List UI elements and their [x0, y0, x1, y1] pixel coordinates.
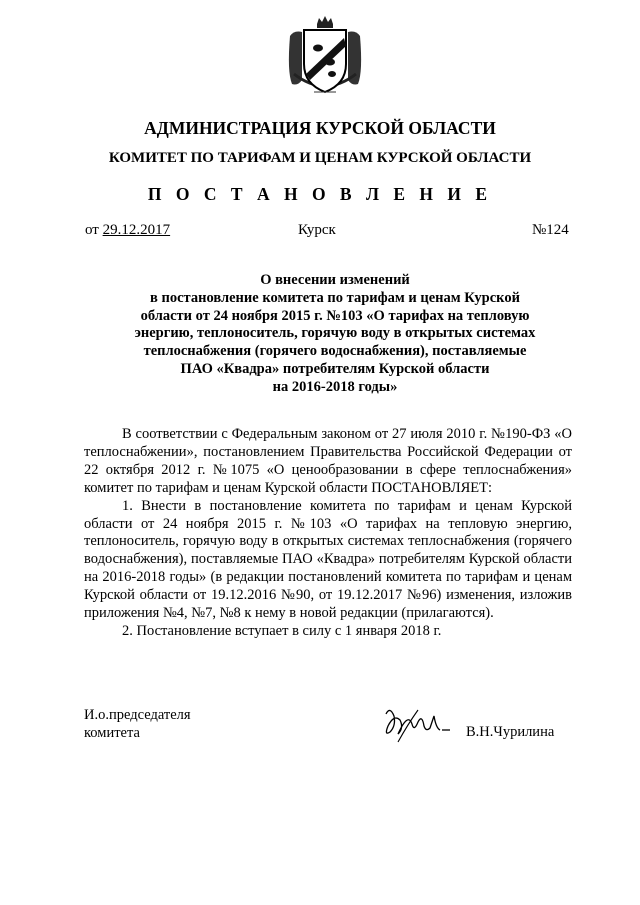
subject-line: области от 24 ноября 2015 г. №103 «О тарифах на тепловую	[140, 307, 530, 324]
clause-1-paragraph: 1. Внести в постановление комитета по тарифам и ценам Курской области от 24 ноября 2015 г. №103 «О тарифах на тепловую энергию, теплоноситель, горячую воду в открытых системах теплоснабжения (горячего водоснабжения), поставляемые ПАО «Квадра» потребителям Курской области на 2016-2018 годы» (в редакции постановлений комитета по тарифам и ценам Курской области от 19.12.2016 №90, от 19.12.2017 №96) изменения, изложив приложения №4, №7, №8 к нему в новой редакции (прилагаются).	[84, 497, 572, 622]
subject-line: ПАО «Квадра» потребителям Курской области	[180, 360, 490, 377]
document-number: №124	[532, 222, 569, 238]
handwritten-signature-icon	[378, 702, 458, 746]
signatory-name: В.Н.Чурилина	[466, 724, 555, 740]
document-type: П О С Т А Н О В Л Е Н И Е	[147, 184, 493, 204]
date-prefix: от	[85, 222, 103, 238]
document-body	[84, 426, 572, 641]
committee-title: КОМИТЕТ ПО ТАРИФАМ И ЦЕНАМ КУРСКОЙ ОБЛАСТИ	[108, 150, 532, 166]
position-line: комитета	[84, 725, 140, 741]
city: Курск	[298, 222, 336, 238]
organization-title: АДМИНИСТРАЦИЯ КУРСКОЙ ОБЛАСТИ	[144, 118, 496, 138]
position-line: И.о.председателя	[84, 707, 191, 723]
subject-line: в постановление комитета по тарифам и ценам Курской	[150, 289, 520, 306]
document-subject	[120, 272, 550, 397]
document-date: 29.12.2017	[102, 222, 171, 238]
preamble-paragraph: В соответствии с Федеральным законом от 27 июля 2010 г. №190-ФЗ «О теплоснабжении», постановлением Правительства Российской Федерации от 22 октября 2012 г. №1075 «О ценообразовании в сфере теплоснабжения» комитет по тарифам и ценам Курской области ПОСТАНОВЛЯЕТ:	[84, 426, 572, 496]
coat-of-arms-kursk-icon	[284, 14, 366, 96]
subject-line: на 2016-2018 годы»	[272, 378, 398, 395]
clause-2-paragraph: 2. Постановление вступает в силу с 1 января 2018 г.	[122, 622, 442, 639]
signatory-position	[84, 706, 191, 742]
subject-line: энергию, теплоноситель, горячую воду в открытых системах	[134, 325, 536, 342]
subject-line: О внесении изменений	[260, 272, 410, 288]
date-line	[85, 222, 170, 239]
subject-line: теплоснабжения (горячего водоснабжения), поставляемые	[143, 343, 527, 360]
